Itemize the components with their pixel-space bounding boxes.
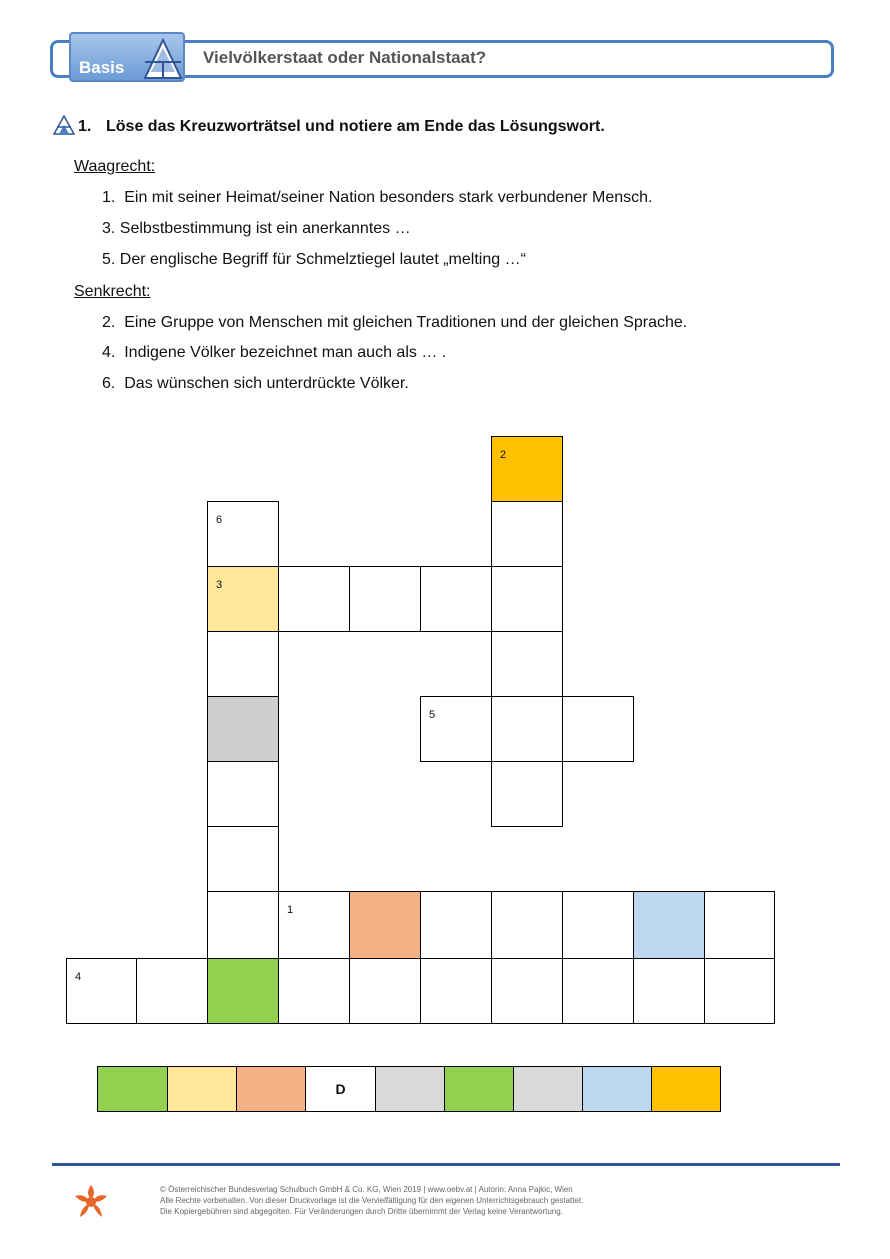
- crossword-cell[interactable]: [491, 696, 563, 762]
- crossword-cell[interactable]: [278, 566, 350, 632]
- crossword-cell[interactable]: [491, 566, 563, 632]
- down-clue-2: 2. Eine Gruppe von Menschen mit gleichen Traditionen und der gleichen Sprache.: [102, 314, 688, 331]
- solution-cell[interactable]: [375, 1066, 445, 1112]
- solution-cell[interactable]: [582, 1066, 652, 1112]
- crossword-cell[interactable]: [562, 891, 634, 959]
- across-clue-3: 3. Selbstbestimmung ist ein anerkanntes …: [102, 220, 411, 237]
- basis-label: Basis: [79, 58, 125, 77]
- clue-number-5: 5: [429, 709, 436, 721]
- crossword-cell[interactable]: [66, 958, 137, 1024]
- crossword-cell[interactable]: [633, 958, 705, 1024]
- crossword-cell[interactable]: [207, 631, 279, 697]
- solution-cell[interactable]: [97, 1066, 168, 1112]
- footer-copyright: © Österreichischer Bundesverlag Schulbuch GmbH & Co. KG, Wien 2019 | www.oebv.at | Autorin: Anna Pajkic, Wien: [160, 1185, 573, 1194]
- solution-cell[interactable]: [651, 1066, 721, 1112]
- crossword-cell[interactable]: [207, 958, 279, 1024]
- solution-cell[interactable]: [513, 1066, 583, 1112]
- crossword-cell[interactable]: [420, 566, 492, 632]
- crossword-cell[interactable]: [420, 696, 492, 762]
- down-clue-4: 4. Indigene Völker bezeichnet man auch als … .: [102, 344, 447, 361]
- solution-cell[interactable]: [167, 1066, 237, 1112]
- crossword-cell[interactable]: [491, 631, 563, 697]
- solution-cell[interactable]: [236, 1066, 306, 1112]
- task-number: 1.: [78, 118, 92, 135]
- crossword-cell[interactable]: [349, 891, 421, 959]
- crossword-cell[interactable]: [207, 761, 279, 827]
- page-title: Vielvölkerstaat oder Nationalstaat?: [203, 48, 487, 67]
- task-instruction: Löse das Kreuzworträtsel und notiere am Ende das Lösungswort.: [106, 118, 605, 135]
- crossword-cell[interactable]: [562, 958, 634, 1024]
- crossword-cell[interactable]: [420, 958, 492, 1024]
- crossword-cell[interactable]: [278, 958, 350, 1024]
- level-triangle-icon: [53, 115, 75, 135]
- across-clue-5: 5. Der englische Begriff für Schmelztiegel lautet „melting …“: [102, 251, 526, 268]
- crossword-cell[interactable]: [491, 958, 563, 1024]
- crossword-cell[interactable]: [207, 566, 279, 632]
- crossword-cell[interactable]: [491, 761, 563, 827]
- footer-disclaimer: Die Kopiergebühren sind abgegolten. Für Veränderungen durch Dritte übernimmt der Verlag keine Verantwortung.: [160, 1207, 563, 1216]
- solution-cell[interactable]: [305, 1066, 376, 1112]
- crossword-cell[interactable]: [207, 501, 279, 567]
- solution-cell[interactable]: [444, 1066, 514, 1112]
- clue-number-4: 4: [75, 971, 82, 983]
- crossword-cell[interactable]: [278, 891, 350, 959]
- crossword-cell[interactable]: [491, 436, 563, 502]
- crossword-cell[interactable]: [704, 958, 775, 1024]
- publisher-logo-icon: [72, 1183, 110, 1221]
- clue-number-1: 1: [287, 904, 294, 916]
- crossword-cell[interactable]: [207, 826, 279, 892]
- crossword-cell[interactable]: [207, 696, 279, 762]
- crossword-cell[interactable]: [491, 891, 563, 959]
- crossword-cell[interactable]: [562, 696, 634, 762]
- solution-given-letter: D: [335, 1081, 346, 1097]
- crossword-cell[interactable]: [207, 891, 279, 959]
- down-label: Senkrecht:: [74, 283, 151, 300]
- clue-number-6: 6: [216, 514, 223, 526]
- clue-number-3: 3: [216, 579, 223, 591]
- across-clue-1: 1. Ein mit seiner Heimat/seiner Nation besonders stark verbundener Mensch.: [102, 189, 653, 206]
- crossword-cell[interactable]: [349, 566, 421, 632]
- clue-number-2: 2: [500, 449, 507, 461]
- crossword-cell[interactable]: [704, 891, 775, 959]
- crossword-cell[interactable]: [349, 958, 421, 1024]
- crossword-cell[interactable]: [136, 958, 208, 1024]
- crossword-cell[interactable]: [633, 891, 705, 959]
- down-clue-6: 6. Das wünschen sich unterdrückte Völker.: [102, 375, 409, 392]
- crossword-cell[interactable]: [491, 501, 563, 567]
- footer-divider: [52, 1163, 840, 1166]
- basis-badge: [69, 32, 185, 82]
- level-triangle-icon: [143, 38, 183, 80]
- crossword-cell[interactable]: [420, 891, 492, 959]
- across-label: Waagrecht:: [74, 158, 156, 175]
- footer-rights: Alle Rechte vorbehalten. Von dieser Druckvorlage ist die Vervielfältigung für den eigenen Unterrichtsgebrauch gestattet.: [160, 1196, 584, 1205]
